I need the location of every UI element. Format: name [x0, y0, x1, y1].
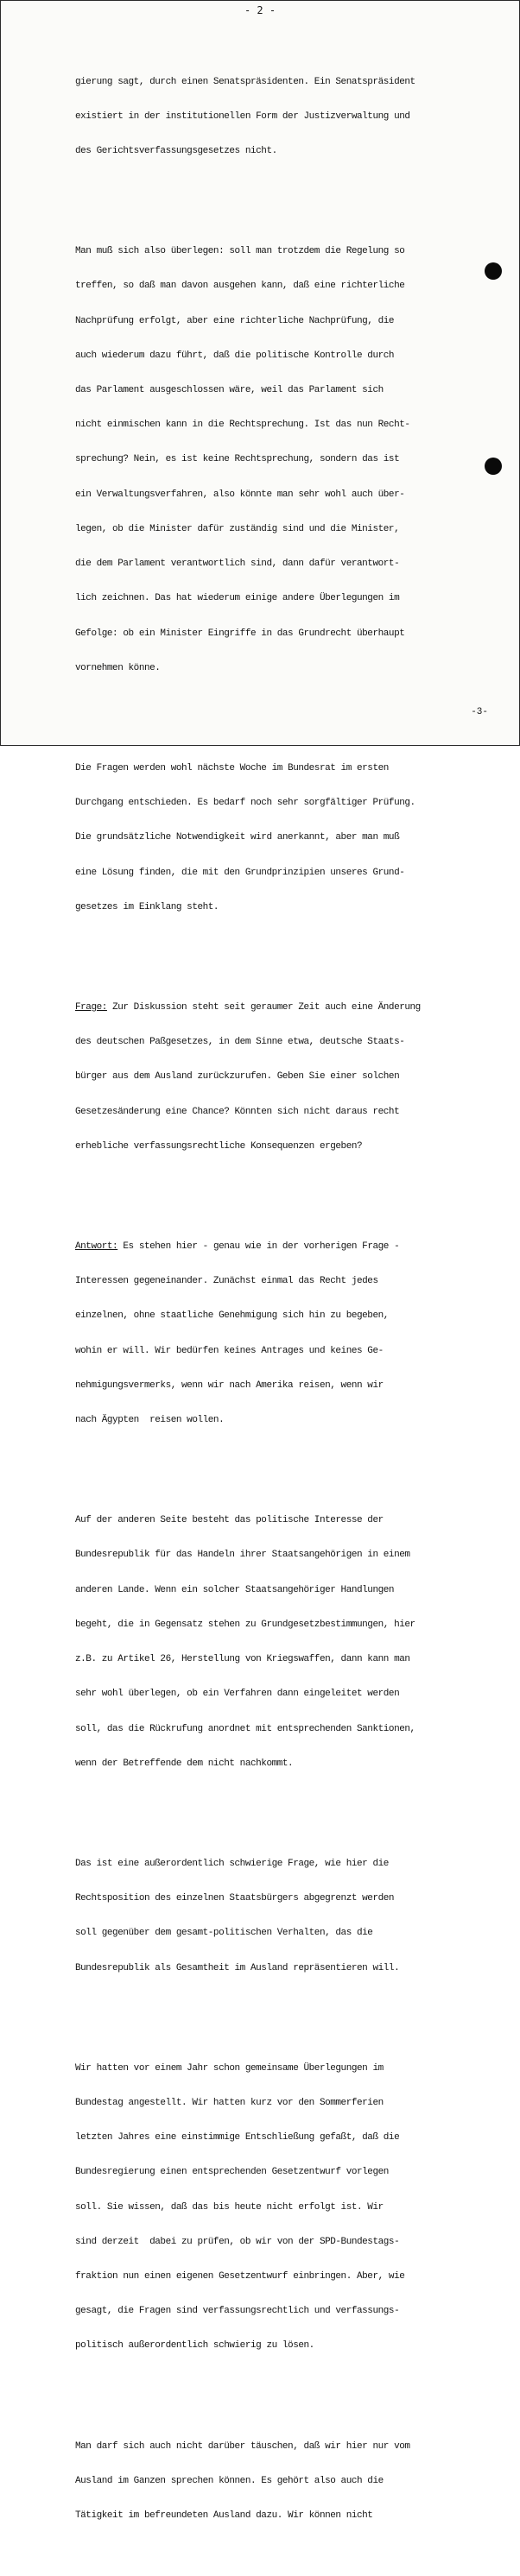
answer-label: Antwort: [75, 1241, 118, 1253]
paragraph-senatspraesident [75, 54, 504, 180]
text-line: eine Lösung finden, die mit den Grundprinzipien unseres Grund- [75, 867, 405, 878]
text-line: Bundesrepublik für das Handeln ihrer Staatsangehörigen in einem [75, 1550, 410, 1561]
text-line: fraktion nun einen eigenen Gesetzentwurf einbringen. Aber, wie [75, 2271, 405, 2282]
text-line: nicht einmischen kann in die Rechtsprechung. Ist das nun Recht- [75, 420, 410, 431]
text-line: Rechtsposition des einzelnen Staatsbürgers abgegrenzt werden [75, 1893, 395, 1904]
text-line: gesagt, die Fragen sind verfassungsrechtlich und verfassungs- [75, 2306, 400, 2317]
punch-hole-lower [485, 458, 502, 475]
text-line: z.B. zu Artikel 26, Herstellung von Kriegswaffen, dann kann man [75, 1654, 410, 1665]
answer-paragraph [75, 1218, 504, 1449]
text-line: Bundesregierung einen entsprechenden Gesetzentwurf vorlegen [75, 2167, 389, 2178]
text-line: treffen, so daß man davon ausgehen kann, daß eine richterliche [75, 281, 405, 292]
text-line: Man darf sich auch nicht darüber täuschen, daß wir hier nur vom [75, 2440, 410, 2452]
question-paragraph [75, 979, 504, 1176]
paragraph-interesse [75, 1492, 504, 1792]
text-line: nehmigungsvermerks, wenn wir nach Amerika reisen, wenn wir [75, 1380, 384, 1391]
text-line: soll. Sie wissen, daß das bis heute nicht erfolgt ist. Wir [75, 2201, 384, 2213]
text-line: sehr wohl überlegen, ob ein Verfahren dann eingeleitet werden [75, 1689, 400, 1700]
text-line: soll gegenüber dem gesamt-politischen Verhalten, das die [75, 1928, 373, 1939]
punch-hole-upper [485, 262, 502, 280]
document-body [75, 30, 504, 2576]
paragraph-bundestag [75, 2040, 504, 2376]
text-line: sind derzeit dabei zu prüfen, ob wir von der SPD-Bundestags- [75, 2236, 400, 2247]
text-line: anderen Lande. Wenn ein solcher Staatsangehöriger Handlungen [75, 1584, 395, 1595]
text-line: existiert in der institutionellen Form der Justizverwaltung und [75, 110, 410, 122]
text-line: Wir hatten vor einem Jahr schon gemeinsame Überlegungen im [75, 2062, 384, 2074]
text-line: Ausland im Ganzen sprechen können. Es gehört also auch die [75, 2475, 384, 2486]
text-line: die dem Parlament verantwortlich sind, dann dafür verantwort- [75, 559, 400, 570]
text-line: legen, ob die Minister dafür zuständig sind und die Minister, [75, 523, 400, 534]
text-line: Durchgang entschieden. Es bedarf noch sehr sorgfältiger Prüfung. [75, 798, 415, 809]
text-line: einzelnen, ohne staatliche Genehmigung sich hin zu begeben, [75, 1310, 389, 1322]
text-line: wenn der Betreffende dem nicht nachkommt. [75, 1758, 294, 1769]
text-line: Man muß sich also überlegen: soll man trotzdem die Regelung so [75, 246, 405, 257]
text-line: begeht, die in Gegensatz stehen zu Grundgesetzbestimmungen, hier [75, 1619, 415, 1630]
text-line: nach Ägypten reisen wollen. [75, 1415, 225, 1426]
text-line: Gefolge: ob ein Minister Eingriffe in das Grundrecht überhaupt [75, 628, 405, 639]
text-line [75, 1241, 504, 1253]
text-line: das Parlament ausgeschlossen wäre, weil das Parlament sich [75, 385, 384, 396]
text-line: Tätigkeit im befreundeten Ausland dazu. Wir können nicht [75, 2510, 373, 2522]
text-line: Interessen gegeneinander. Zunächst einmal das Recht jedes [75, 1276, 378, 1287]
text-line: des deutschen Paßgesetzes, in dem Sinne etwa, deutsche Staats- [75, 1037, 405, 1048]
text-line [75, 1002, 504, 1013]
text-line: Auf der anderen Seite besteht das politische Interesse der [75, 1515, 384, 1526]
text-line: politisch außerordentlich schwierig zu lösen. [75, 2340, 314, 2352]
text-line: ein Verwaltungsverfahren, also könnte man sehr wohl auch über- [75, 489, 405, 500]
question-first-line: Zur Diskussion steht seit geraumer Zeit auch eine Änderung [106, 1001, 421, 1013]
paragraph-bundesrat [75, 740, 504, 937]
text-line: wohin er will. Wir bedürfen keines Antrages und keines Ge- [75, 1345, 384, 1356]
text-line: bürger aus dem Ausland zurückzurufen. Geben Sie einer solchen [75, 1071, 400, 1083]
answer-first-line: Es stehen hier - genau wie in der vorherigen Frage - [117, 1241, 400, 1253]
text-line: sprechung? Nein, es ist keine Rechtsprechung, sondern das ist [75, 454, 400, 465]
text-line: erhebliche verfassungsrechtliche Konsequenzen ergeben? [75, 1140, 363, 1152]
text-line: Gesetzesänderung eine Chance? Könnten sich nicht daraus recht [75, 1106, 400, 1117]
paragraph-ausland [75, 2418, 504, 2545]
text-line: des Gerichtsverfassungsgesetzes nicht. [75, 146, 277, 157]
page-number: - 2 - [244, 4, 276, 16]
text-line: Bundestag angestellt. Wir hatten kurz vor den Sommerferien [75, 2097, 384, 2108]
text-line: soll, das die Rückrufung anordnet mit entsprechenden Sanktionen, [75, 1723, 415, 1734]
text-line: lich zeichnen. Das hat wiederum einige andere Überlegungen im [75, 593, 400, 604]
text-line: Die Fragen werden wohl nächste Woche im Bundesrat im ersten [75, 762, 389, 773]
paragraph-regelung [75, 223, 504, 697]
next-page-reference: -3- [471, 707, 488, 717]
text-line: gierung sagt, durch einen Senatspräsidenten. Ein Senatspräsident [75, 76, 415, 87]
text-line: vornehmen könne. [75, 662, 161, 673]
text-line: auch wiederum dazu führt, daß die politische Kontrolle durch [75, 350, 395, 361]
text-line: Bundesrepublik als Gesamtheit im Ausland repräsentieren will. [75, 1962, 400, 1973]
text-line: Nachprüfung erfolgt, aber eine richterliche Nachprüfung, die [75, 315, 395, 326]
text-line: Die grundsätzliche Notwendigkeit wird anerkannt, aber man muß [75, 832, 400, 843]
question-label: Frage: [75, 1001, 107, 1013]
text-line: Das ist eine außerordentlich schwierige Frage, wie hier die [75, 1858, 389, 1869]
text-line: gesetzes im Einklang steht. [75, 901, 219, 912]
paragraph-rechtsposition [75, 1835, 504, 1998]
text-line: letzten Jahres eine einstimmige Entschließung gefaßt, daß die [75, 2132, 400, 2144]
